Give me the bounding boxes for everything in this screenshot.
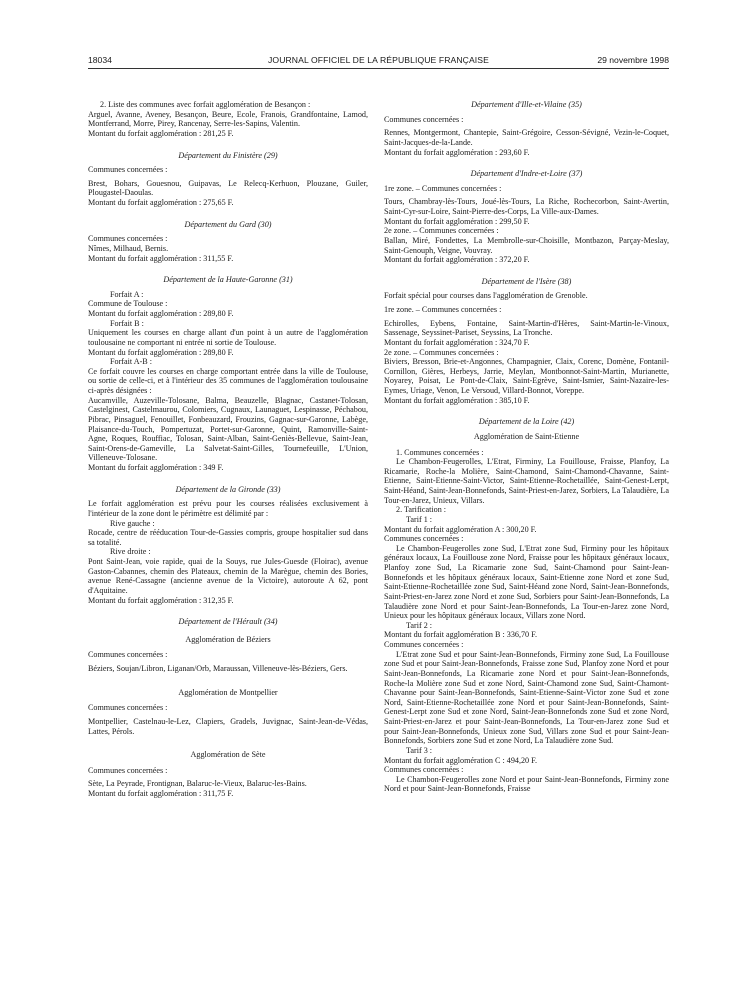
gard-communes: Nîmes, Milhaud, Bernis. <box>88 243 169 253</box>
aggl-sete: Agglomération de Sète <box>190 750 266 760</box>
isere-zone2-communes: Biviers, Bresson, Brie-et-Angonnes, Champagnier, Claix, Corenc, Domène, Fontanil-Cornillon, Gières, Herbeys, Jarrie, Meylan, Montbonnot-Saint-Martin, Murianette, Noyarey, Poisat, Le Pont-de-Claix, Saint-Egrève, Saint-Ismier, Saint-Nazaire-les-Eymes, Uriage, Venon, Le Versoud, Villard-Bonnot, Voreppe. <box>384 357 669 395</box>
montpellier-label: Communes concernées : <box>88 703 168 713</box>
forfait-b: Forfait B : <box>110 318 144 328</box>
sete-label: Communes concernées : <box>88 765 168 775</box>
commune-toulouse: Commune de Toulouse : <box>88 299 168 309</box>
beziers-communes: Béziers, Soujan/Libron, Liganan/Orb, Maraussan, Villeneuve-lès-Béziers, Gers. <box>88 664 348 673</box>
isere-montant1: Montant du forfait agglomération : 324,70 F. <box>384 337 530 347</box>
tarif-3-label: Communes concernées : <box>384 765 464 775</box>
forfait-ab-text: Ce forfait couvre les courses en charge comportant entrée dans la ville de Toulouse, ou sortie de celle-ci, et à l'intérieur des 35 communes de l'agglomération toulousaine ci-après désignées : <box>88 366 368 395</box>
tarif-2-montant: Montant du forfait agglomération B : 336,70 F. <box>384 630 538 640</box>
besancon-montant: Montant du forfait agglomération : 281,25 F. <box>88 128 234 138</box>
montpellier-communes: Montpellier, Castelnau-le-Lez, Clapiers, Gradels, Juvignac, Saint-Jean-de-Védas, Lattes, Pérols. <box>88 716 368 736</box>
page-header <box>88 55 669 69</box>
il-zone1-communes: Tours, Chambray-lès-Tours, Joué-lès-Tours, La Riche, Rochecorbon, Saint-Avertin, Saint-Cyr-sur-Loire, Saint-Pierre-des-Corps, La Ville-aux-Dames. <box>384 197 669 216</box>
beziers-label: Communes concernées : <box>88 650 168 660</box>
dept-heading-isere: Département de l'Isère (38) <box>481 276 572 286</box>
issue-date: 29 novembre 1998 <box>597 55 669 65</box>
iv-communes: Rennes, Montgermont, Chantepie, Saint-Grégoire, Cesson-Sévigné, Vezin-le-Coquet, Saint-Jacques-de-la-Lande. <box>384 128 669 147</box>
tarif-1: Tarif 1 : <box>406 514 433 524</box>
isere-zone1-communes: Echirolles, Eybens, Fontaine, Saint-Martin-d'Hères, Saint-Martin-le-Vinoux, Sassenage, Seyssinet-Pariset, Seyssins, La Tronche. <box>384 318 669 338</box>
tarif-3-communes: Le Chambon-Feugerolles zone Nord et pour Saint-Jean-Bonnefonds, Firminy zone Nord et pour Saint-Jean-Bonnefonds, Fraisse <box>384 774 669 794</box>
iv-montant: Montant du forfait agglomération : 293,60 F. <box>384 147 530 157</box>
loire-communes-label: 1. Communes concernées : <box>396 447 484 457</box>
montant-b: Montant du forfait agglomération : 289,80 F. <box>88 347 234 357</box>
aggl-montpellier: Agglomération de Montpellier <box>178 687 278 697</box>
tarif-1-communes: Le Chambon-Feugerolles zone Sud, L'Etrat zone Sud, Firminy pour les hôpitaux généraux locaux, La Fouillouse zone Nord, Fraisse pour les hôpitaux généraux locaux, Planfoy zone Sud, La Ricamarie zone Sud, Saint-Chamond pour Saint-Jean-Bonnefonds et les hôpitaux généraux locaux, Saint-Etienne zone Nord et zone Sud, Saint-Etienne-Rochetaillée zone Sud, Saint-Héand zone Nord, Saint-Jean-Bonnefonds, Saint-Priest-en-Jarez zone Nord et zone Sud, Sorbiers pour Saint-Jean-Bonnefonds, La Talaudière zone Nord et pour Saint-Jean-Bonnefonds, La Tour-en-Jarez zone Nord, Unieux pour les hôpitaux généraux locaux, Villars zone Nord. <box>384 543 669 621</box>
sete-communes: Sète, La Peyrade, Frontignan, Balaruc-le-Vieux, Balaruc-les-Bains. <box>88 779 307 789</box>
tarif-2-label: Communes concernées : <box>384 640 464 649</box>
forfait-b-text: Uniquement les courses en charge allant d'un point à un autre de l'agglomération toulousaine ne comportant ni entrée ni sortie de Toulouse. <box>88 328 368 347</box>
dept-heading-haute-garonne: Département de la Haute-Garonne (31) <box>163 275 293 285</box>
il-zone1: 1re zone. – Communes concernées : <box>384 183 502 193</box>
forfait-ab: Forfait A-B : <box>110 357 152 367</box>
finistere-montant: Montant du forfait agglomération : 275,65 F. <box>88 198 234 207</box>
il-zone2: 2e zone. – Communes concernées : <box>384 226 499 236</box>
iv-label: Communes concernées : <box>384 114 464 124</box>
right-column <box>384 100 669 794</box>
isere-zone2: 2e zone. – Communes concernées : <box>384 347 499 357</box>
tarif-2-communes: L'Etrat zone Sud et pour Saint-Jean-Bonnefonds, Firminy zone Sud, La Fouillouse zone Sud et pour Saint-Jean-Bonnefonds, Fraisse zone Sud, Planfoy zone Nord et pour Saint-Jean-Bonnefonds, La Ricamarie zone Nord et pour Saint-Jean-Bonnefonds, Roche-la Molière zone Sud et zone Nord, Saint-Chamond zone Sud, Saint-Chamont-Chavanne pour Saint-Jean-Bonnefonds, Saint-Etienne-Saint-Victor zone Sud et zone Nord, Saint-Etienne-Rochetaillée zone Nord et pour Saint-Jean-Bonnefonds, Saint-Genest-Lerpt zone Sud et zone Nord, Saint-Jean-Bonnefonds zone Sud et zone Nord, Saint-Priest-en-Jarez et pour Saint-Jean-Bonnefonds, La Tour-en-Jarez zone Sud et pour Saint-Jean-Bonnefonds, Unieux zone Sud, Villars zone Sud et pour Saint-Jean-Bonnefonds, Sorbiers zone Sud et zone Nord, La Talaudière zone Sud. <box>384 649 669 746</box>
dept-heading-herault: Département de l'Hérault (34) <box>178 617 278 627</box>
gard-montant: Montant du forfait agglomération : 311,55 F. <box>88 253 234 263</box>
forfait-a: Forfait A : <box>110 289 144 299</box>
il-zone2-communes: Ballan, Miré, Fondettes, La Membrolle-sur-Choisille, Montbazon, Parçay-Meslay, Saint-Genouph, Veigne, Vouvray. <box>384 235 669 255</box>
sete-montant: Montant du forfait agglomération : 311,75 F. <box>88 789 234 798</box>
header-rule <box>88 68 669 69</box>
left-column <box>88 100 368 799</box>
rive-droite-text: Pont Saint-Jean, voie rapide, quai de la Souys, rue Jules-Guesde (Floirac), avenue Gaston-Cabannes, chemin des Plateaux, chemin de la Marègue, chemin des Bories, avenue René-Cassagne (ancienne avenue de la Victoire), autoroute A 62, pont d'Aquitaine. <box>88 557 368 595</box>
tarif-1-label: Communes concernées : <box>384 534 464 544</box>
gironde-montant: Montant du forfait agglomération : 312,35 F. <box>88 595 234 605</box>
rive-gauche: Rive gauche : <box>110 518 155 528</box>
rive-droite: Rive droite : <box>110 547 151 557</box>
isere-zone1: 1re zone. – Communes concernées : <box>384 305 502 314</box>
finistere-label: Communes concernées : <box>88 165 168 175</box>
page-number: 18034 <box>88 55 112 65</box>
tarif-1-montant: Montant du forfait agglomération A : 300,20 F. <box>384 524 537 534</box>
dept-heading-indre-et-loire: Département d'Indre-et-Loire (37) <box>470 169 583 179</box>
dept-heading-loire: Département de la Loire (42) <box>478 417 575 427</box>
montant-a: Montant du forfait agglomération : 289,80 F. <box>88 309 234 318</box>
isere-montant2: Montant du forfait agglomération : 385,10 F. <box>384 395 530 405</box>
tarif-3-montant: Montant du forfait agglomération C : 494,20 F. <box>384 755 538 765</box>
dept-heading-gironde: Département de la Gironde (33) <box>175 484 281 494</box>
gironde-text: Le forfait agglomération est prévu pour les courses réalisées exclusivement à l'intérieur de la zone dont le périmètre est délimité par : <box>88 499 368 518</box>
tarification: 2. Tarification : <box>396 505 447 515</box>
aggl-beziers: Agglomération de Béziers <box>185 634 271 644</box>
aggl-saint-etienne: Agglomération de Saint-Etienne <box>473 431 580 441</box>
dept-heading-ille-et-vilaine: Département d'Ille-et-Vilaine (35) <box>471 100 582 109</box>
dept-heading-finistere: Département du Finistère (29) <box>178 150 278 160</box>
montant-ab: Montant du forfait agglomération : 349 F. <box>88 463 224 472</box>
il-montant1: Montant du forfait agglomération : 299,50 F. <box>384 216 530 226</box>
gard-label: Communes concernées : <box>88 234 168 244</box>
il-montant2: Montant du forfait agglomération : 372,20 F. <box>384 255 530 265</box>
besancon-communes: Arguel, Avanne, Aveney, Besançon, Beure, Ecole, Franois, Grandfontaine, Lamod, Montferrand, Morre, Pirey, Rancenay, Serre-les-Sapins, Valentin. <box>88 109 368 129</box>
finistere-communes: Brest, Bohars, Gouesnou, Guipavas, Le Relecq-Kerhuon, Plouzane, Guiler, Plougastel-Daoulas. <box>88 178 368 198</box>
journal-title: JOURNAL OFFICIEL DE LA RÉPUBLIQUE FRANÇAISE <box>268 55 489 65</box>
tarif-2: Tarif 2 : <box>406 620 433 630</box>
dept-heading-gard: Département du Gard (30) <box>184 219 272 229</box>
tarif-3: Tarif 3 : <box>406 745 433 755</box>
isere-forfait: Forfait spécial pour courses dans l'agglomération de Grenoble. <box>384 291 588 301</box>
rive-gauche-text: Rocade, centre de rééducation Tour-de-Gassies compris, groupe hospitalier sud dans sa totalité. <box>88 528 368 547</box>
besancon-title: 2. Liste des communes avec forfait agglomération de Besançon : <box>100 100 311 109</box>
loire-communes: Le Chambon-Feugerolles, L'Etrat, Firminy, La Fouillouse, Fraisse, Planfoy, La Ricamarie, Roche-la Molière, Saint-Chamond, Saint-Chamond-Chavanne, Saint-Etienne, Saint-Etienne-Saint-Victor, Saint-Etienne-Rochetaillée, Saint-Genest-Lerpt, Saint-Héand, Saint-Jean-Bonnefonds, Saint-Priest-en-Jarez, Sorbiers, La Talaudière, La Tour-en-Jarez, Unieux, Villars. <box>384 457 669 505</box>
forfait-ab-communes: Aucamville, Auzeville-Tolosane, Balma, Beauzelle, Blagnac, Castanet-Tolosan, Castelginest, Castelmaurou, Colomiers, Cugnaux, Launaguet, Lespinasse, Péchabou, Pibrac, Pinsaguel, Fenouillet, Fonbeauzard, Frouzins, Gagnac-sur-Garonne, Labège, Plaisance-du-Touch, Pompertuzat, Portet-sur-Garonne, Quint, Ramonville-Saint-Agne, Roques, Rouffiac, Tolosan, Saint-Alban, Saint-Geniès-Bellevue, Saint-Jean, Saint-Orens-de-Gameville, La Salvetat-Saint-Gilles, Tournefeuille, L'Union, Villeneuve-Tolosane. <box>88 395 368 463</box>
